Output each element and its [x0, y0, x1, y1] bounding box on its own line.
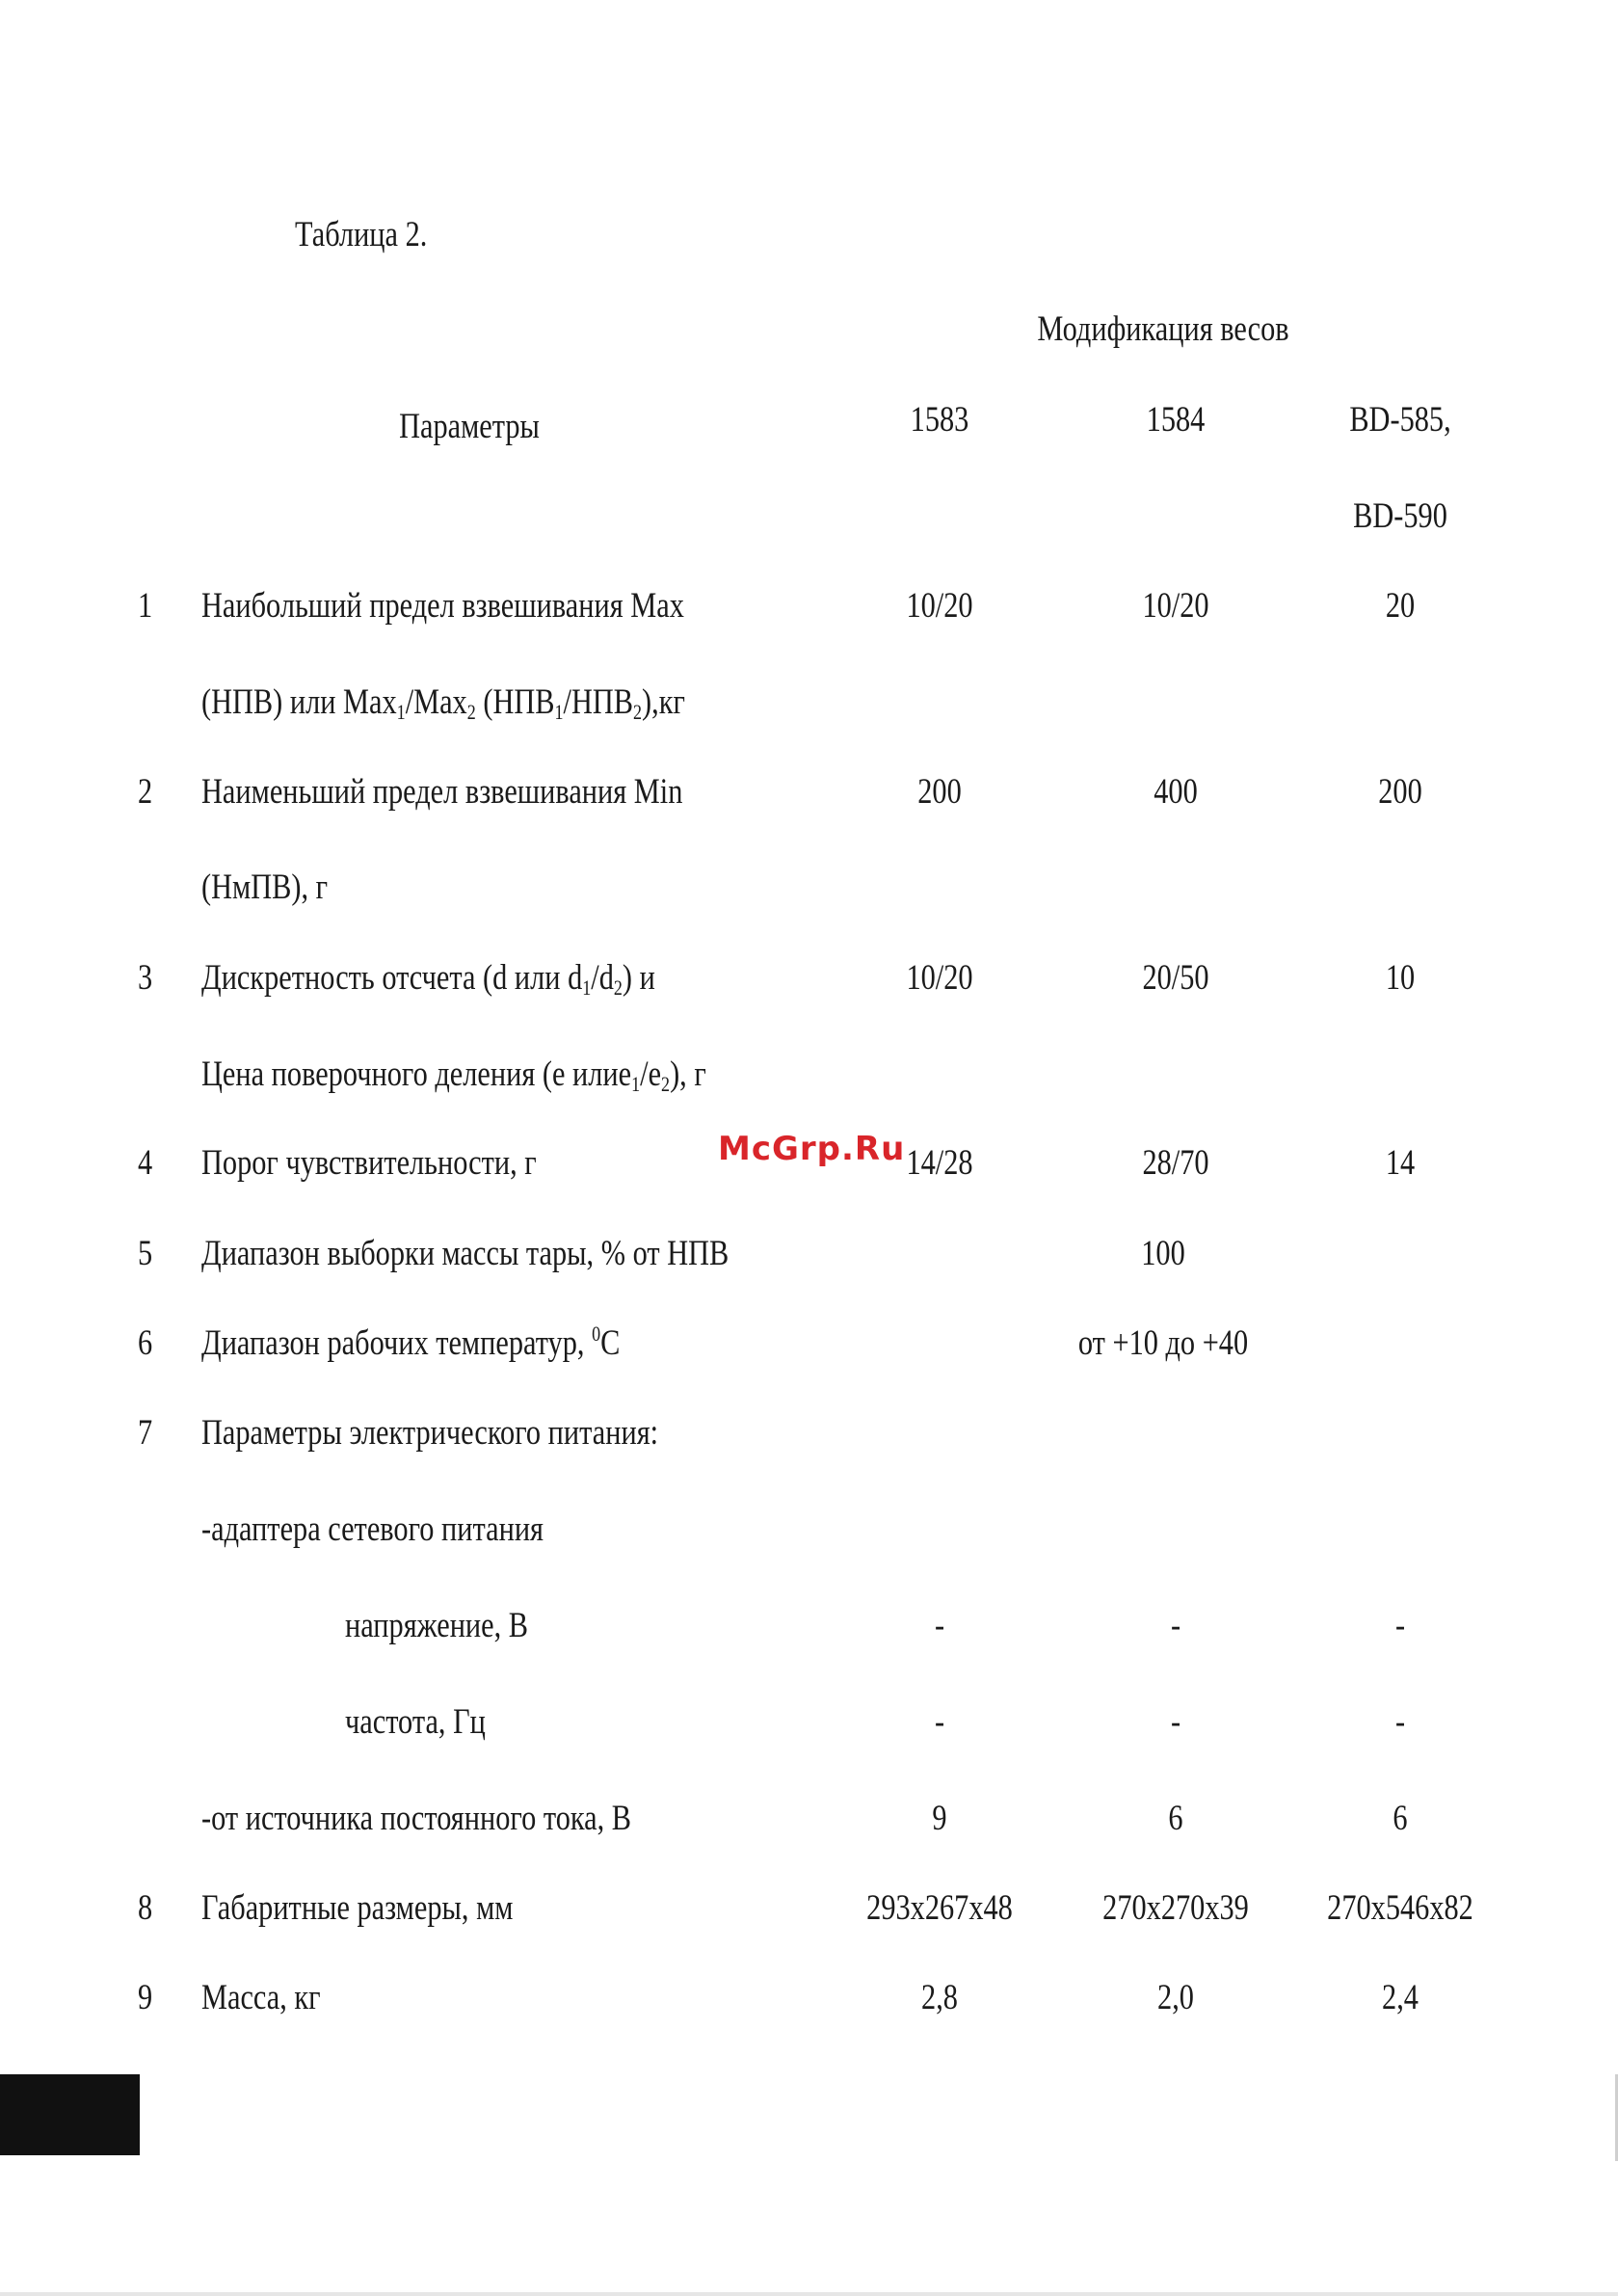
row-label: Диапазон выборки массы тары, % от НПВ [201, 1234, 729, 1273]
cell-value: 2,8 [921, 1978, 958, 2017]
page-bottom-line [0, 2292, 1618, 2296]
cell-value: - [1394, 1702, 1406, 1742]
cell-value: 2,4 [1382, 1978, 1419, 2017]
cell-value: 200 [917, 772, 962, 812]
row-label: Габаритные размеры, мм [201, 1888, 514, 1928]
row-number: 4 [138, 1143, 153, 1183]
row-number: 8 [138, 1888, 153, 1928]
cell-value: 14 [1385, 1143, 1416, 1183]
row-number: 3 [138, 958, 153, 998]
cell-value-merged: 100 [1141, 1234, 1185, 1273]
cell-value: - [1394, 1606, 1406, 1645]
cell-value: - [1170, 1606, 1181, 1645]
header-col-bd590: BD-590 [1353, 496, 1447, 536]
row-label-continued: (НмПВ), г [201, 868, 329, 907]
row-label: Наибольший предел взвешивания Max [201, 586, 684, 626]
row-sublabel: частота, Гц [345, 1702, 486, 1742]
row-number: 2 [138, 772, 153, 812]
cell-value: 6 [1168, 1799, 1183, 1838]
row-label: Наименьший предел взвешивания Min [201, 772, 683, 812]
header-parameters: Параметры [399, 407, 540, 446]
row-label: Диапазон рабочих температур, $^0$С [201, 1322, 621, 1363]
cell-value: 9 [932, 1799, 947, 1838]
header-col-1584: 1584 [1146, 400, 1206, 440]
row-sublabel: -адаптера сетевого питания [201, 1509, 544, 1549]
header-modification: Модификация весов [1037, 309, 1289, 349]
row-number: 9 [138, 1978, 153, 2017]
cell-value: - [934, 1606, 945, 1645]
row-number: 5 [138, 1234, 153, 1273]
cell-value: 293x267x48 [866, 1888, 1013, 1928]
cell-value: 10/20 [1142, 586, 1209, 626]
row-label-continued: (НПВ) или Max$_1$/Max$_2$ $(НПВ_1/НПВ_2),кг$ [201, 682, 685, 724]
table-title: Таблица 2. [295, 215, 428, 254]
cell-value: 6 [1393, 1799, 1408, 1838]
row-number: 1 [138, 586, 153, 626]
cell-value: 270x546x82 [1327, 1888, 1473, 1928]
row-number: 7 [138, 1413, 153, 1453]
cell-value: 10 [1385, 958, 1416, 998]
cell-value: - [1170, 1702, 1181, 1742]
cell-value: 400 [1154, 772, 1198, 812]
watermark: McGrp.Ru [718, 1130, 906, 1168]
cell-value: 20/50 [1142, 958, 1209, 998]
cell-value: 20 [1385, 586, 1416, 626]
row-label: Дискретность отсчета (d или $d_1/d_2$) и [201, 958, 655, 1000]
row-label: Масса, кг [201, 1978, 321, 2017]
row-label: Параметры электрического питания: [201, 1413, 659, 1453]
cell-value: 10/20 [906, 586, 973, 626]
header-col-bd585: BD-585, [1349, 400, 1451, 440]
black-page-tab [0, 2074, 140, 2155]
cell-value: 200 [1378, 772, 1422, 812]
cell-value: 28/70 [1142, 1143, 1209, 1183]
cell-value: 14/28 [906, 1143, 973, 1183]
row-sublabel: -от источника постоянного тока, В [201, 1799, 632, 1838]
row-label: Порог чувствительности, г [201, 1143, 537, 1183]
header-col-1583: 1583 [910, 400, 969, 440]
cell-value: 10/20 [906, 958, 973, 998]
cell-value: 2,0 [1157, 1978, 1194, 2017]
cell-value: 270x270x39 [1102, 1888, 1249, 1928]
row-sublabel: напряжение, В [345, 1606, 529, 1645]
cell-value-merged: от +10 до +40 [1077, 1323, 1249, 1363]
cell-value: - [934, 1702, 945, 1742]
row-label-continued: Цена поверочного деления (е $илие_1/е_2$), г [201, 1055, 706, 1096]
row-number: 6 [138, 1323, 153, 1363]
